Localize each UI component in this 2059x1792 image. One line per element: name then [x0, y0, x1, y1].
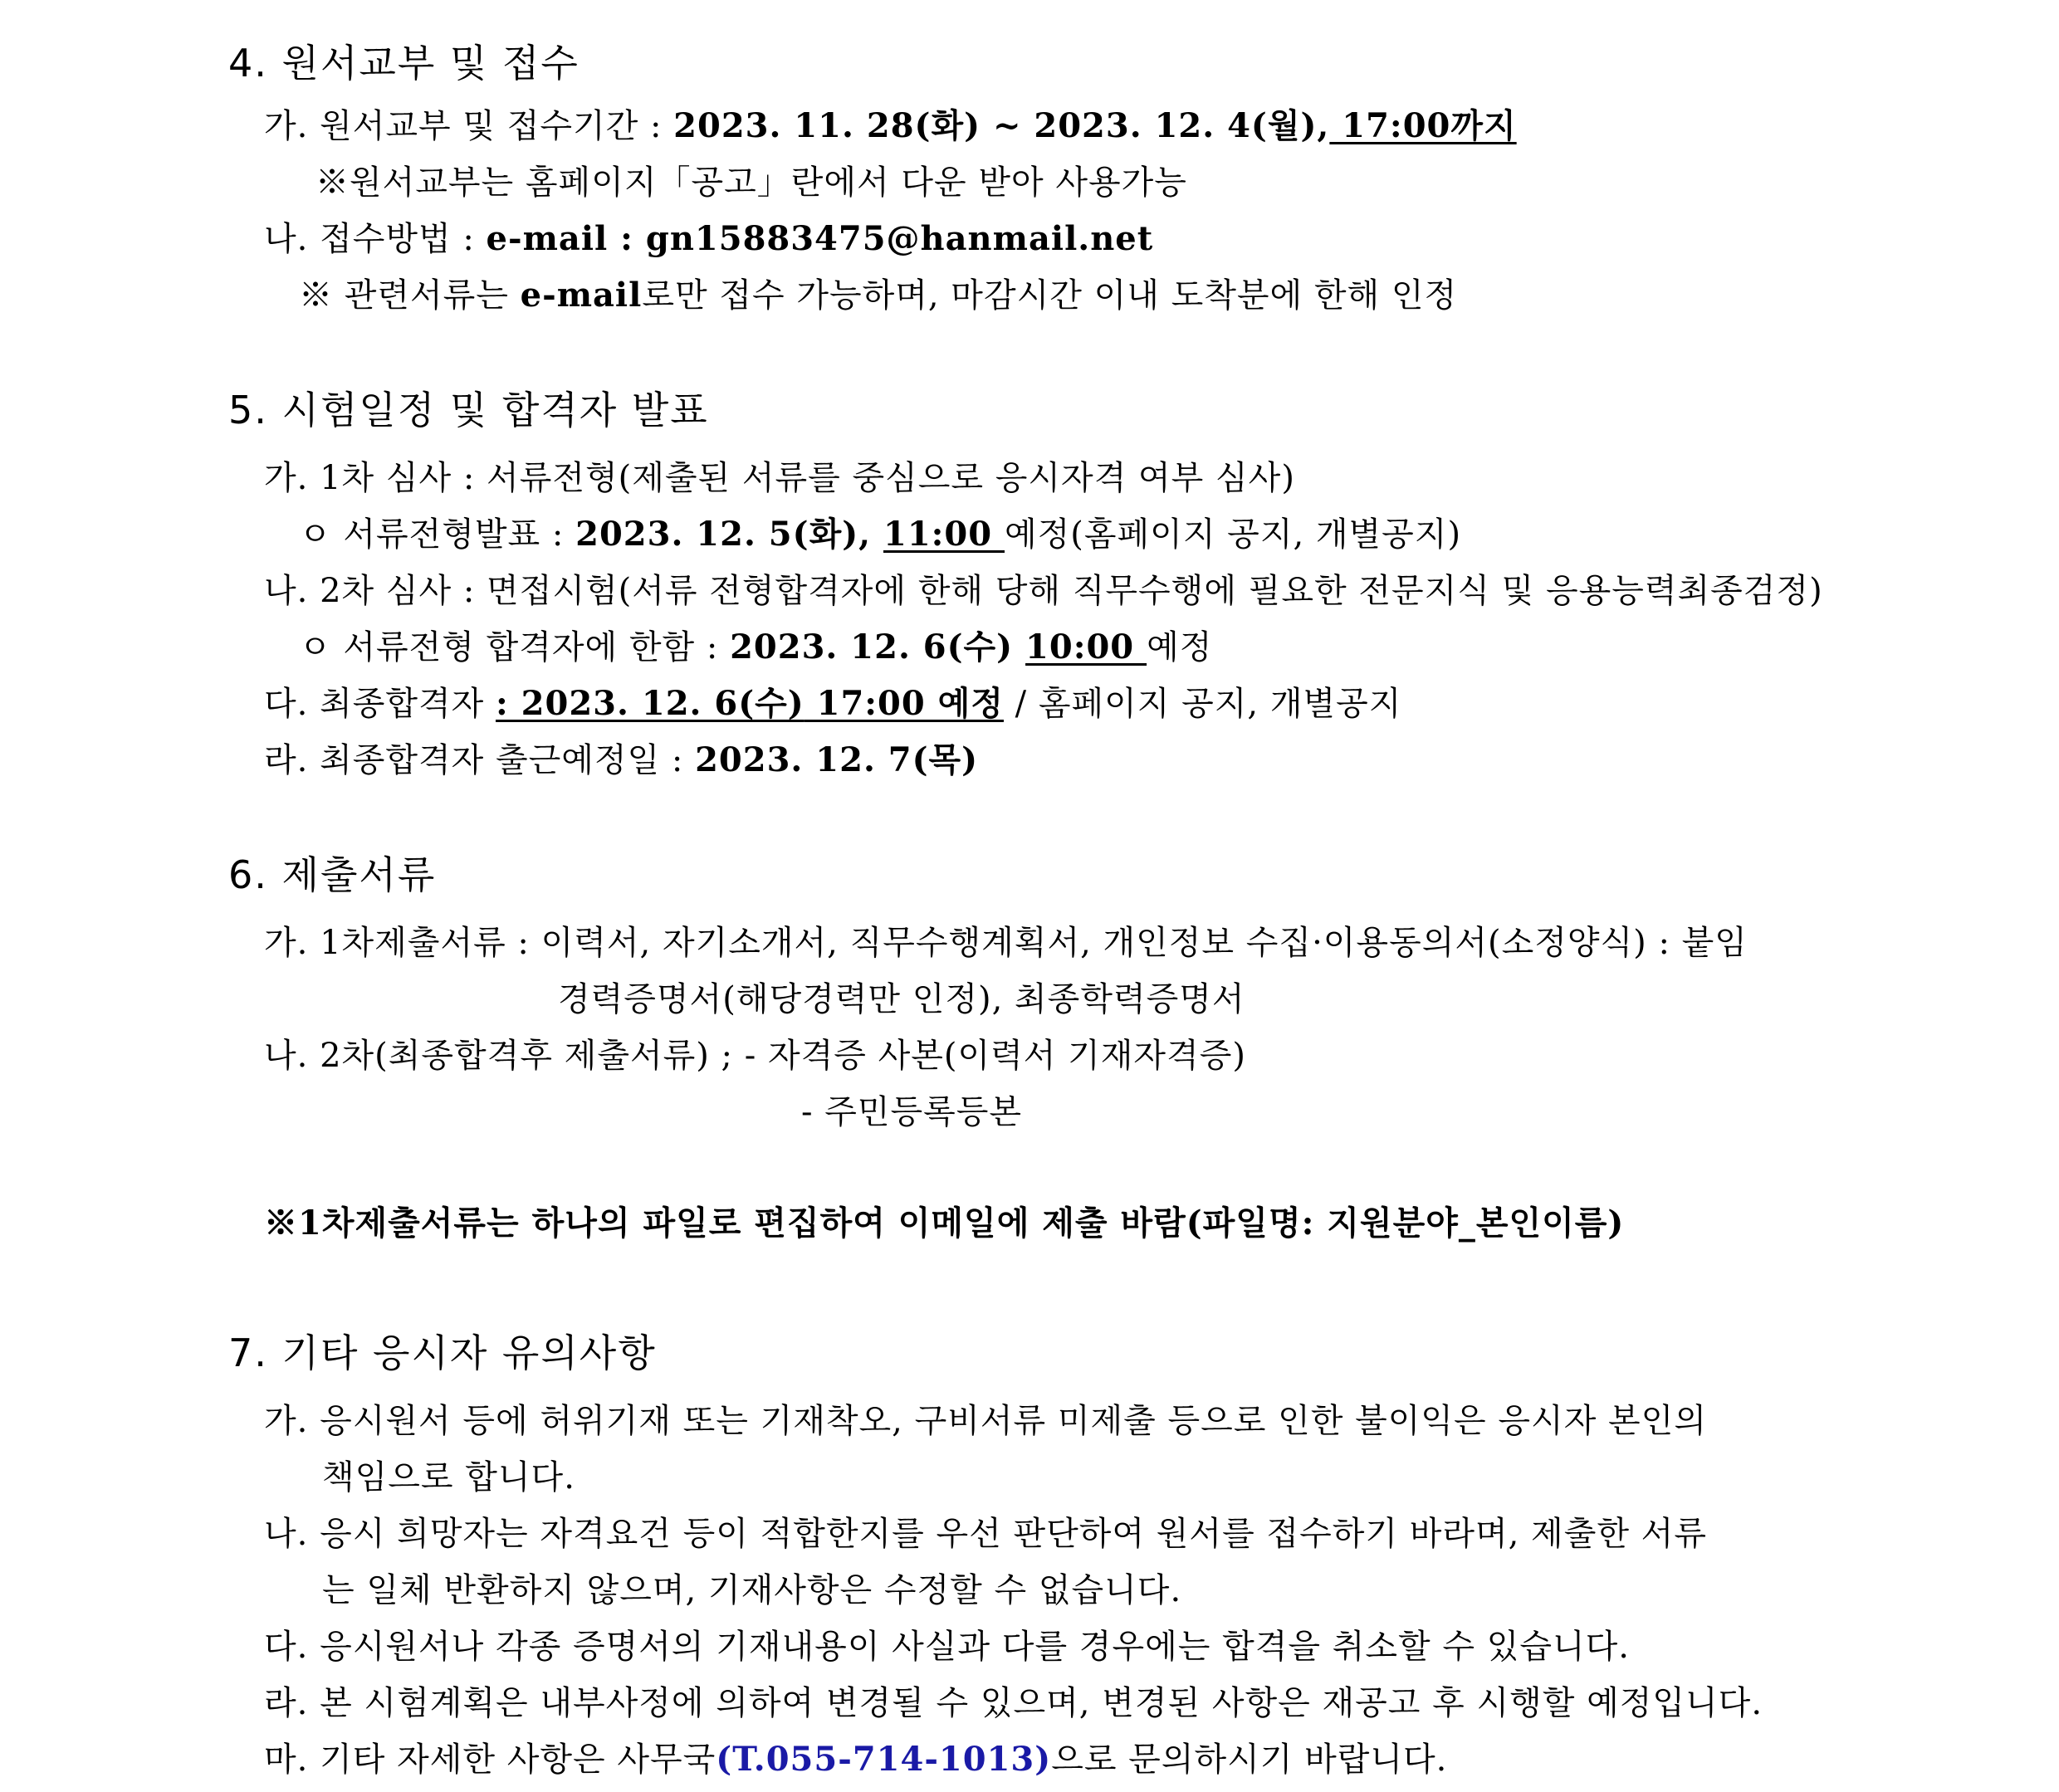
s5-announce-time: 11:00 — [883, 515, 1005, 554]
s7-item-e — [264, 1733, 1447, 1780]
s4-period-label: 가. 원서교부 및 접수기간 : — [264, 107, 674, 145]
s6-second-docs-cont: - 주민등록등본 — [801, 1093, 1023, 1131]
section-7-title: 7. 기타 응시자 유의사항 — [228, 1331, 657, 1375]
s5-interview-date: 2023. 12. 6(수) — [730, 627, 1026, 667]
s5-start-date-line — [264, 734, 978, 781]
s5-second-review-schedule — [299, 621, 1212, 668]
s5-announce-suffix: 예정(홈페이지 공지, 개별공지) — [1005, 515, 1462, 554]
s7-contact-suffix: 으로 문의하시기 바랍니다. — [1051, 1741, 1448, 1779]
s5-final-pass — [264, 677, 1401, 725]
s7-item-b-cont: 는 일체 반환하지 않으며, 기재사항은 수정할 수 없습니다. — [322, 1571, 1182, 1609]
s5-interview-label: ㅇ 서류전형 합격자에 한함 : — [299, 628, 731, 667]
section-4-title: 4. 원서교부 및 접수 — [228, 41, 580, 85]
s7-item-a: 가. 응시원서 등에 허위기재 또는 기재착오, 구비서류 미제출 등으로 인한 불이익은 응시자 본인의 — [264, 1402, 1707, 1440]
s4-method-line — [264, 212, 1153, 260]
s4-email-note-prefix: ※ 관련서류는 — [299, 276, 521, 315]
s5-interview-suffix: 예정 — [1147, 628, 1213, 667]
s4-email-note-email: e-mail — [520, 276, 643, 315]
s5-second-review: 나. 2차 심사 : 면접시험(서류 전형합격자에 한해 당해 직무수행에 필요한 전문지식 및 응용능력최종검정) — [264, 572, 1823, 610]
s4-period: 2023. 11. 28(화) ~ 2023. 12. 4(월), — [673, 106, 1330, 145]
s7-item-d: 라. 본 시험계획은 내부사정에 의하여 변경될 수 있으며, 변경된 사항은 재공고 후 시행할 예정입니다. — [264, 1684, 1763, 1722]
s5-first-review-announce — [299, 508, 1461, 555]
s7-contact-prefix: 마. 기타 자세한 사항은 사무국 — [264, 1741, 716, 1779]
s4-email-note — [299, 269, 1457, 316]
section-5-title: 5. 시험일정 및 합격자 발표 — [228, 388, 709, 432]
s5-final-date: : 2023. 12. 6(수) — [495, 684, 805, 723]
s5-final-label: 다. 최종합격자 — [264, 685, 496, 723]
s5-start-date: 2023. 12. 7(목) — [695, 740, 979, 779]
s5-announce-label: ㅇ 서류전형발표 : — [299, 515, 576, 554]
s6-file-note: ※1차제출서류는 하나의 파일로 편집하여 이메일에 제출 바람(파일명: 지원분야_본인이름) — [264, 1204, 1625, 1243]
s5-final-time: 17:00 예정 — [804, 684, 1004, 723]
s4-download-note: ※원서교부는 홈페이지「공고」란에서 다운 받아 사용가능 — [315, 164, 1187, 202]
s6-second-docs: 나. 2차(최종합격후 제출서류) ; - 자격증 사본(이력서 기재자격증) — [264, 1037, 1246, 1075]
s7-contact-phone: (T.055-714-1013) — [716, 1740, 1052, 1779]
s7-item-b: 나. 응시 희망자는 자격요건 등이 적합한지를 우선 판단하여 원서를 접수하기 바라며, 제출한 서류 — [264, 1515, 1707, 1553]
s6-first-docs-cont: 경력증명서(해당경력만 인정), 최종학력증명서 — [558, 980, 1245, 1018]
s5-final-suffix: / 홈페이지 공지, 개별공지 — [1003, 685, 1402, 723]
s7-item-c: 다. 응시원서나 각종 증명서의 기재내용이 사실과 다를 경우에는 합격을 취소할 수 있습니다. — [264, 1628, 1630, 1666]
s5-start-label: 라. 최종합격자 출근예정일 : — [264, 741, 696, 779]
s7-item-a-cont: 책임으로 합니다. — [322, 1458, 575, 1497]
section-6-title: 6. 제출서류 — [228, 852, 437, 897]
s4-method-label: 나. 접수방법 : — [264, 220, 487, 258]
s4-period-line — [264, 100, 1517, 147]
s5-first-review: 가. 1차 심사 : 서류전형(제출된 서류를 중심으로 응시자격 여부 심사) — [264, 459, 1295, 497]
s6-first-docs: 가. 1차제출서류 : 이력서, 자기소개서, 직무수행계획서, 개인정보 수집·이용동의서(소정양식) : 붙임 — [264, 924, 1748, 962]
s4-method-email: e-mail : gn15883475@hanmail.net — [486, 219, 1154, 258]
s4-email-note-suffix: 로만 접수 가능하며, 마감시간 이내 도착분에 한해 인정 — [642, 276, 1458, 315]
s4-deadline: 17:00까지 — [1329, 106, 1517, 145]
s5-interview-time: 10:00 — [1025, 627, 1147, 667]
s5-announce-date: 2023. 12. 5(화), — [575, 515, 883, 554]
